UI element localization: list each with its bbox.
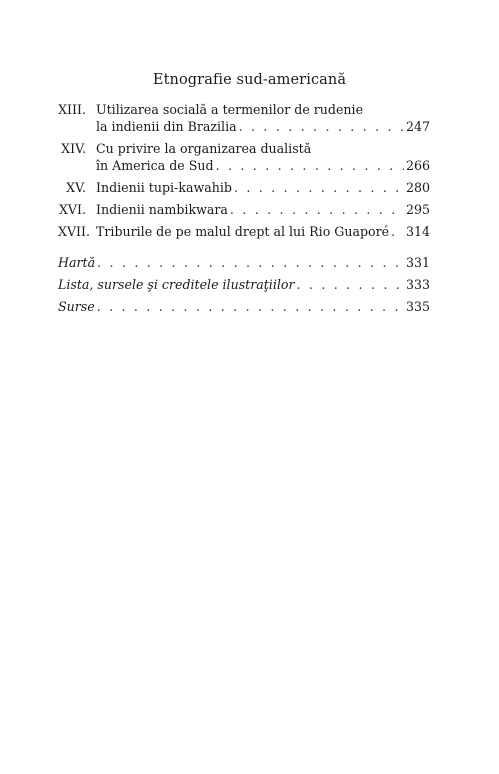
chapter-title: Triburile de pe malul drept al lui Rio Guaporé xyxy=(96,224,390,239)
toc-entry-xvi[interactable] xyxy=(58,201,430,218)
back-matter-title: Lista, sursele şi creditele ilustraţiilor xyxy=(58,277,295,292)
chapter-number: XVI. xyxy=(58,202,86,217)
chapter-title: Indienii tupi-kawahib xyxy=(96,180,232,195)
dot-leader xyxy=(230,201,404,218)
dot-leader xyxy=(239,118,404,135)
chapter-title: Indienii nambikwara xyxy=(96,202,228,217)
toc-entry-xv[interactable] xyxy=(58,179,430,196)
page-number: 247 xyxy=(405,119,430,134)
section-title: Etnografie sud-americană xyxy=(152,72,347,88)
chapter-title-line-2: în America de Sud xyxy=(96,158,214,173)
chapter-number: XIII. xyxy=(58,102,86,117)
toc-entry-harta[interactable] xyxy=(58,254,430,271)
page-number: 295 xyxy=(405,202,430,217)
page-number: 266 xyxy=(405,158,430,173)
chapter-title-line-1: Utilizarea socială a termenilor de rudenie xyxy=(96,102,364,117)
dot-leader xyxy=(97,298,404,315)
toc-entry-xiii[interactable] xyxy=(58,101,430,135)
page-number: 314 xyxy=(405,224,430,239)
toc-entry-xiv[interactable] xyxy=(58,140,430,174)
chapter-title-line-2: la indienii din Brazilia xyxy=(96,119,237,134)
chapter-title-line-1: Cu privire la organizarea dualistă xyxy=(96,141,312,156)
page-number: 280 xyxy=(405,180,430,195)
dot-leader xyxy=(216,157,404,174)
back-matter-title: Surse xyxy=(58,299,95,314)
dot-leader xyxy=(97,254,404,271)
dot-leader xyxy=(297,276,404,293)
table-of-contents xyxy=(58,101,430,245)
page-number: 333 xyxy=(405,277,430,292)
chapter-number: XV. xyxy=(66,180,86,195)
toc-entry-xvii[interactable] xyxy=(58,223,430,240)
dot-leader xyxy=(391,223,404,240)
page-number: 331 xyxy=(405,255,430,270)
chapter-number: XVII. xyxy=(58,224,91,239)
toc-entry-surse[interactable] xyxy=(58,298,430,315)
page-number: 335 xyxy=(405,299,430,314)
chapter-number: XIV. xyxy=(61,141,86,156)
back-matter-list xyxy=(58,254,430,320)
toc-entry-ilustratii[interactable] xyxy=(58,276,430,293)
back-matter-title: Hartă xyxy=(58,255,96,270)
dot-leader xyxy=(234,179,404,196)
